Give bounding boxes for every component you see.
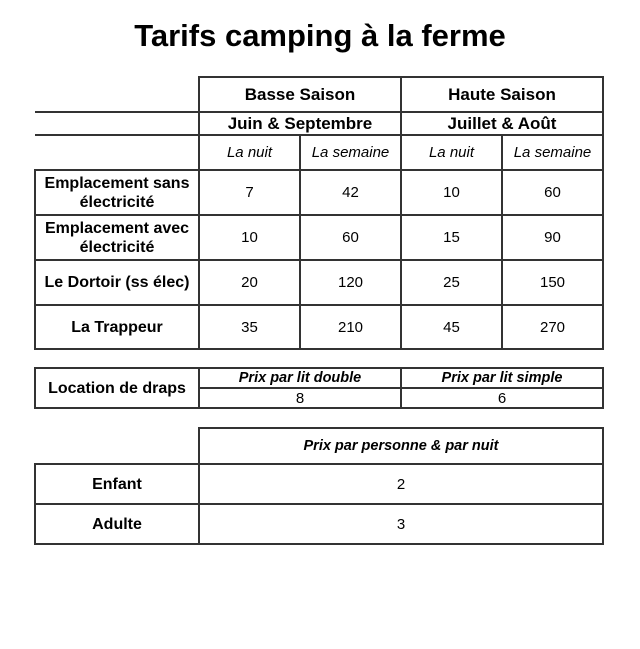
- row-label: Emplacement avec électricité: [35, 215, 199, 260]
- period-header: La semaine: [502, 135, 603, 170]
- double-bed-header: Prix par lit double: [199, 368, 401, 388]
- page-title: Tarifs camping à la ferme: [134, 18, 506, 53]
- row-label: Adulte: [35, 504, 199, 544]
- single-bed-header: Prix par lit simple: [401, 368, 603, 388]
- price-cell: 35: [199, 305, 300, 349]
- season-name-low: Basse Saison: [199, 77, 401, 112]
- price-cell: 150: [502, 260, 603, 305]
- double-bed-price: 8: [199, 388, 401, 408]
- price-cell: 2: [199, 464, 603, 504]
- sheets-label: Location de draps: [35, 368, 199, 408]
- table-row: [35, 215, 603, 260]
- period-header: La nuit: [199, 135, 300, 170]
- period-header: La nuit: [401, 135, 502, 170]
- per-person-table: [34, 427, 604, 545]
- price-cell: 7: [199, 170, 300, 215]
- season-name-high: Haute Saison: [401, 77, 603, 112]
- price-cell: 45: [401, 305, 502, 349]
- row-label: Emplacement sans électricité: [35, 170, 199, 215]
- price-cell: 60: [502, 170, 603, 215]
- row-label: La Trappeur: [35, 305, 199, 349]
- season-months-high: Juillet & Août: [401, 112, 603, 135]
- price-cell: 25: [401, 260, 502, 305]
- table-row: [35, 260, 603, 305]
- price-cell: 15: [401, 215, 502, 260]
- row-label: Le Dortoir (ss élec): [35, 260, 199, 305]
- price-cell: 10: [401, 170, 502, 215]
- price-cell: 120: [300, 260, 401, 305]
- empty-corner-cell: [35, 77, 199, 112]
- price-cell: 60: [300, 215, 401, 260]
- table-row: [35, 305, 603, 349]
- period-header: La semaine: [300, 135, 401, 170]
- price-cell: 10: [199, 215, 300, 260]
- single-bed-price: 6: [401, 388, 603, 408]
- table-row: [35, 464, 603, 504]
- pricing-table: [34, 76, 604, 350]
- per-person-header: Prix par personne & par nuit: [199, 428, 603, 464]
- sheets-table: [34, 367, 604, 409]
- table-row: [35, 504, 603, 544]
- price-cell: 90: [502, 215, 603, 260]
- price-cell: 42: [300, 170, 401, 215]
- empty-corner-cell: [35, 135, 199, 170]
- row-label: Enfant: [35, 464, 199, 504]
- price-cell: 210: [300, 305, 401, 349]
- price-cell: 20: [199, 260, 300, 305]
- price-cell: 270: [502, 305, 603, 349]
- price-cell: 3: [199, 504, 603, 544]
- empty-corner-cell: [35, 112, 199, 135]
- empty-corner-cell: [35, 428, 199, 464]
- table-row: [35, 170, 603, 215]
- season-months-low: Juin & Septembre: [199, 112, 401, 135]
